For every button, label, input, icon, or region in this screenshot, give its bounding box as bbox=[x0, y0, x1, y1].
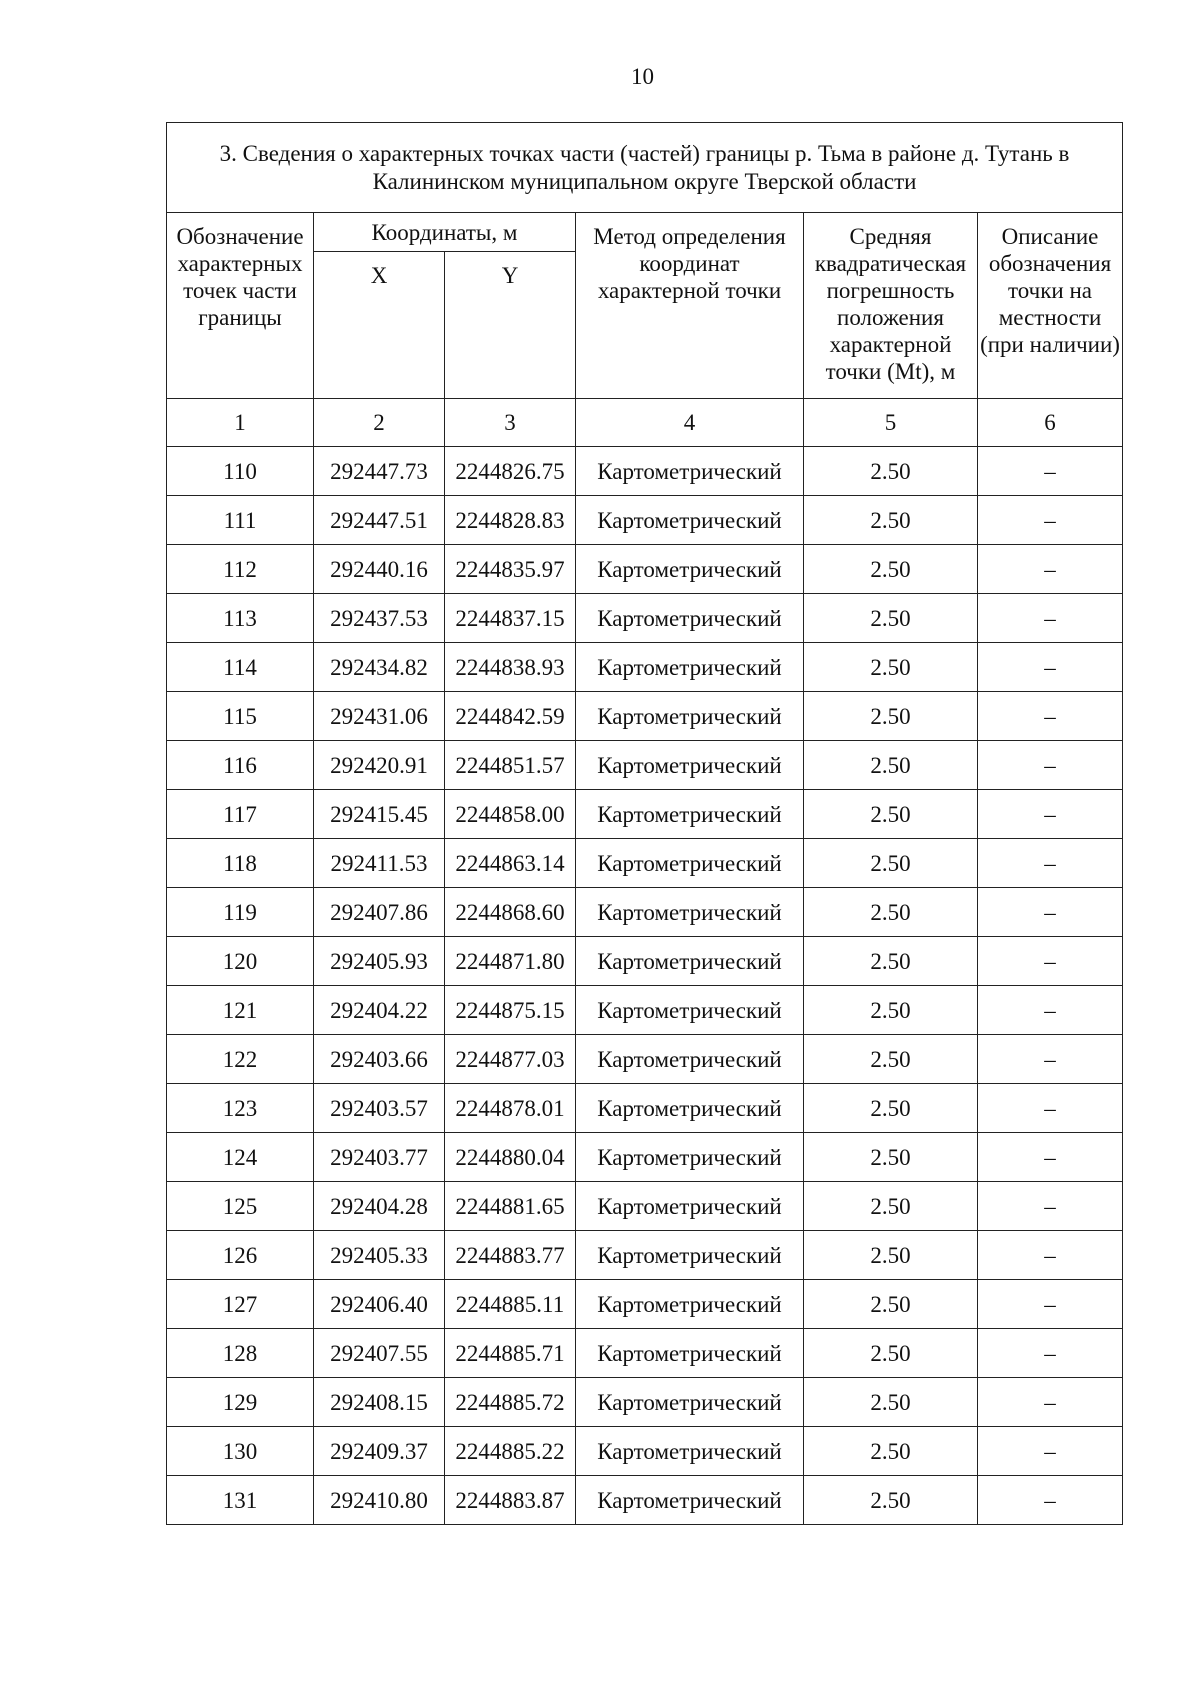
table-row bbox=[167, 692, 1123, 741]
column-number: 6 bbox=[978, 399, 1123, 447]
table-row bbox=[167, 986, 1123, 1035]
description-cell: – bbox=[978, 839, 1123, 888]
y-coordinate-cell: 2244868.60 bbox=[445, 888, 576, 937]
table-row bbox=[167, 1476, 1123, 1525]
method-cell: Картометрический bbox=[576, 1280, 804, 1329]
point-id-cell: 118 bbox=[167, 839, 314, 888]
method-cell: Картометрический bbox=[576, 937, 804, 986]
error-cell: 2.50 bbox=[804, 1476, 978, 1525]
description-cell: – bbox=[978, 1182, 1123, 1231]
point-id-cell: 121 bbox=[167, 986, 314, 1035]
x-coordinate-cell: 292420.91 bbox=[314, 741, 445, 790]
table-row bbox=[167, 1427, 1123, 1476]
description-cell: – bbox=[978, 1035, 1123, 1084]
header-designation: Обозначение характерных точек части границы bbox=[167, 213, 314, 399]
column-number: 2 bbox=[314, 399, 445, 447]
x-coordinate-cell: 292403.77 bbox=[314, 1133, 445, 1182]
table-row bbox=[167, 1035, 1123, 1084]
error-cell: 2.50 bbox=[804, 1329, 978, 1378]
y-coordinate-cell: 2244826.75 bbox=[445, 447, 576, 496]
point-id-cell: 119 bbox=[167, 888, 314, 937]
error-cell: 2.50 bbox=[804, 1035, 978, 1084]
point-id-cell: 131 bbox=[167, 1476, 314, 1525]
y-coordinate-cell: 2244851.57 bbox=[445, 741, 576, 790]
method-cell: Картометрический bbox=[576, 839, 804, 888]
header-error: Средняя квадратическая погрешность положения характерной точки (Mt), м bbox=[804, 213, 978, 399]
point-id-cell: 113 bbox=[167, 594, 314, 643]
table-body bbox=[167, 447, 1123, 1525]
table-row bbox=[167, 839, 1123, 888]
column-number: 1 bbox=[167, 399, 314, 447]
error-cell: 2.50 bbox=[804, 741, 978, 790]
x-coordinate-cell: 292405.33 bbox=[314, 1231, 445, 1280]
description-cell: – bbox=[978, 594, 1123, 643]
description-cell: – bbox=[978, 643, 1123, 692]
error-cell: 2.50 bbox=[804, 447, 978, 496]
description-cell: – bbox=[978, 790, 1123, 839]
column-number: 4 bbox=[576, 399, 804, 447]
table-row bbox=[167, 594, 1123, 643]
method-cell: Картометрический bbox=[576, 888, 804, 937]
y-coordinate-cell: 2244885.11 bbox=[445, 1280, 576, 1329]
point-id-cell: 126 bbox=[167, 1231, 314, 1280]
x-coordinate-cell: 292431.06 bbox=[314, 692, 445, 741]
y-coordinate-cell: 2244883.87 bbox=[445, 1476, 576, 1525]
table-row bbox=[167, 496, 1123, 545]
x-coordinate-cell: 292410.80 bbox=[314, 1476, 445, 1525]
x-coordinate-cell: 292447.73 bbox=[314, 447, 445, 496]
x-coordinate-cell: 292408.15 bbox=[314, 1378, 445, 1427]
y-coordinate-cell: 2244863.14 bbox=[445, 839, 576, 888]
page-number: 10 bbox=[631, 64, 654, 89]
point-id-cell: 114 bbox=[167, 643, 314, 692]
x-coordinate-cell: 292437.53 bbox=[314, 594, 445, 643]
method-cell: Картометрический bbox=[576, 692, 804, 741]
y-coordinate-cell: 2244885.71 bbox=[445, 1329, 576, 1378]
table-row bbox=[167, 1182, 1123, 1231]
description-cell: – bbox=[978, 937, 1123, 986]
header-y: Y bbox=[445, 252, 576, 399]
x-coordinate-cell: 292404.22 bbox=[314, 986, 445, 1035]
method-cell: Картометрический bbox=[576, 1476, 804, 1525]
y-coordinate-cell: 2244858.00 bbox=[445, 790, 576, 839]
y-coordinate-cell: 2244877.03 bbox=[445, 1035, 576, 1084]
point-id-cell: 112 bbox=[167, 545, 314, 594]
method-cell: Картометрический bbox=[576, 986, 804, 1035]
y-coordinate-cell: 2244837.15 bbox=[445, 594, 576, 643]
point-id-cell: 127 bbox=[167, 1280, 314, 1329]
description-cell: – bbox=[978, 1133, 1123, 1182]
y-coordinate-cell: 2244885.72 bbox=[445, 1378, 576, 1427]
error-cell: 2.50 bbox=[804, 986, 978, 1035]
point-id-cell: 123 bbox=[167, 1084, 314, 1133]
x-coordinate-cell: 292405.93 bbox=[314, 937, 445, 986]
description-cell: – bbox=[978, 1476, 1123, 1525]
method-cell: Картометрический bbox=[576, 1084, 804, 1133]
table-row bbox=[167, 741, 1123, 790]
table-row bbox=[167, 447, 1123, 496]
description-cell: – bbox=[978, 545, 1123, 594]
table-row bbox=[167, 1084, 1123, 1133]
method-cell: Картометрический bbox=[576, 594, 804, 643]
x-coordinate-cell: 292440.16 bbox=[314, 545, 445, 594]
error-cell: 2.50 bbox=[804, 594, 978, 643]
column-number: 5 bbox=[804, 399, 978, 447]
x-coordinate-cell: 292434.82 bbox=[314, 643, 445, 692]
x-coordinate-cell: 292404.28 bbox=[314, 1182, 445, 1231]
error-cell: 2.50 bbox=[804, 1427, 978, 1476]
method-cell: Картометрический bbox=[576, 1329, 804, 1378]
error-cell: 2.50 bbox=[804, 1231, 978, 1280]
error-cell: 2.50 bbox=[804, 1133, 978, 1182]
description-cell: – bbox=[978, 1427, 1123, 1476]
error-cell: 2.50 bbox=[804, 937, 978, 986]
x-coordinate-cell: 292403.57 bbox=[314, 1084, 445, 1133]
method-cell: Картометрический bbox=[576, 643, 804, 692]
method-cell: Картометрический bbox=[576, 1182, 804, 1231]
description-cell: – bbox=[978, 1378, 1123, 1427]
table-row bbox=[167, 937, 1123, 986]
header-method: Метод определения координат характерной точки bbox=[576, 213, 804, 399]
y-coordinate-cell: 2244871.80 bbox=[445, 937, 576, 986]
description-cell: – bbox=[978, 986, 1123, 1035]
point-id-cell: 129 bbox=[167, 1378, 314, 1427]
table-row bbox=[167, 1231, 1123, 1280]
description-cell: – bbox=[978, 1084, 1123, 1133]
description-cell: – bbox=[978, 692, 1123, 741]
x-coordinate-cell: 292415.45 bbox=[314, 790, 445, 839]
column-number: 3 bbox=[445, 399, 576, 447]
x-coordinate-cell: 292407.55 bbox=[314, 1329, 445, 1378]
method-cell: Картометрический bbox=[576, 447, 804, 496]
method-cell: Картометрический bbox=[576, 1035, 804, 1084]
error-cell: 2.50 bbox=[804, 888, 978, 937]
method-cell: Картометрический bbox=[576, 1378, 804, 1427]
description-cell: – bbox=[978, 496, 1123, 545]
point-id-cell: 125 bbox=[167, 1182, 314, 1231]
method-cell: Картометрический bbox=[576, 741, 804, 790]
x-coordinate-cell: 292409.37 bbox=[314, 1427, 445, 1476]
x-coordinate-cell: 292411.53 bbox=[314, 839, 445, 888]
point-id-cell: 117 bbox=[167, 790, 314, 839]
error-cell: 2.50 bbox=[804, 790, 978, 839]
method-cell: Картометрический bbox=[576, 1231, 804, 1280]
method-cell: Картометрический bbox=[576, 545, 804, 594]
y-coordinate-cell: 2244838.93 bbox=[445, 643, 576, 692]
table-row bbox=[167, 1378, 1123, 1427]
error-cell: 2.50 bbox=[804, 545, 978, 594]
x-coordinate-cell: 292407.86 bbox=[314, 888, 445, 937]
point-id-cell: 122 bbox=[167, 1035, 314, 1084]
table-row bbox=[167, 643, 1123, 692]
description-cell: – bbox=[978, 741, 1123, 790]
column-numbers-row bbox=[167, 399, 1123, 447]
method-cell: Картометрический bbox=[576, 1427, 804, 1476]
method-cell: Картометрический bbox=[576, 790, 804, 839]
y-coordinate-cell: 2244878.01 bbox=[445, 1084, 576, 1133]
y-coordinate-cell: 2244881.65 bbox=[445, 1182, 576, 1231]
table-row bbox=[167, 888, 1123, 937]
table-title: 3. Сведения о характерных точках части (частей) границы р. Тьма в районе д. Тутань в Калининском муниципальном округе Тверской области bbox=[167, 123, 1123, 213]
table-row bbox=[167, 1133, 1123, 1182]
y-coordinate-cell: 2244842.59 bbox=[445, 692, 576, 741]
y-coordinate-cell: 2244835.97 bbox=[445, 545, 576, 594]
method-cell: Картометрический bbox=[576, 496, 804, 545]
error-cell: 2.50 bbox=[804, 692, 978, 741]
x-coordinate-cell: 292406.40 bbox=[314, 1280, 445, 1329]
description-cell: – bbox=[978, 1231, 1123, 1280]
method-cell: Картометрический bbox=[576, 1133, 804, 1182]
y-coordinate-cell: 2244880.04 bbox=[445, 1133, 576, 1182]
description-cell: – bbox=[978, 1280, 1123, 1329]
header-description: Описание обозначения точки на местности (при наличии) bbox=[978, 213, 1123, 399]
coordinates-table bbox=[166, 122, 1123, 1525]
description-cell: – bbox=[978, 447, 1123, 496]
error-cell: 2.50 bbox=[804, 1280, 978, 1329]
table-row bbox=[167, 790, 1123, 839]
y-coordinate-cell: 2244885.22 bbox=[445, 1427, 576, 1476]
point-id-cell: 130 bbox=[167, 1427, 314, 1476]
y-coordinate-cell: 2244875.15 bbox=[445, 986, 576, 1035]
x-coordinate-cell: 292447.51 bbox=[314, 496, 445, 545]
description-cell: – bbox=[978, 888, 1123, 937]
error-cell: 2.50 bbox=[804, 839, 978, 888]
table-row bbox=[167, 1329, 1123, 1378]
header-coordinates: Координаты, м bbox=[314, 213, 576, 252]
error-cell: 2.50 bbox=[804, 643, 978, 692]
error-cell: 2.50 bbox=[804, 1378, 978, 1427]
table-row bbox=[167, 1280, 1123, 1329]
error-cell: 2.50 bbox=[804, 1084, 978, 1133]
y-coordinate-cell: 2244883.77 bbox=[445, 1231, 576, 1280]
point-id-cell: 116 bbox=[167, 741, 314, 790]
point-id-cell: 124 bbox=[167, 1133, 314, 1182]
header-x: X bbox=[314, 252, 445, 399]
point-id-cell: 128 bbox=[167, 1329, 314, 1378]
point-id-cell: 110 bbox=[167, 447, 314, 496]
error-cell: 2.50 bbox=[804, 496, 978, 545]
point-id-cell: 120 bbox=[167, 937, 314, 986]
x-coordinate-cell: 292403.66 bbox=[314, 1035, 445, 1084]
description-cell: – bbox=[978, 1329, 1123, 1378]
error-cell: 2.50 bbox=[804, 1182, 978, 1231]
y-coordinate-cell: 2244828.83 bbox=[445, 496, 576, 545]
point-id-cell: 111 bbox=[167, 496, 314, 545]
point-id-cell: 115 bbox=[167, 692, 314, 741]
table-row bbox=[167, 545, 1123, 594]
